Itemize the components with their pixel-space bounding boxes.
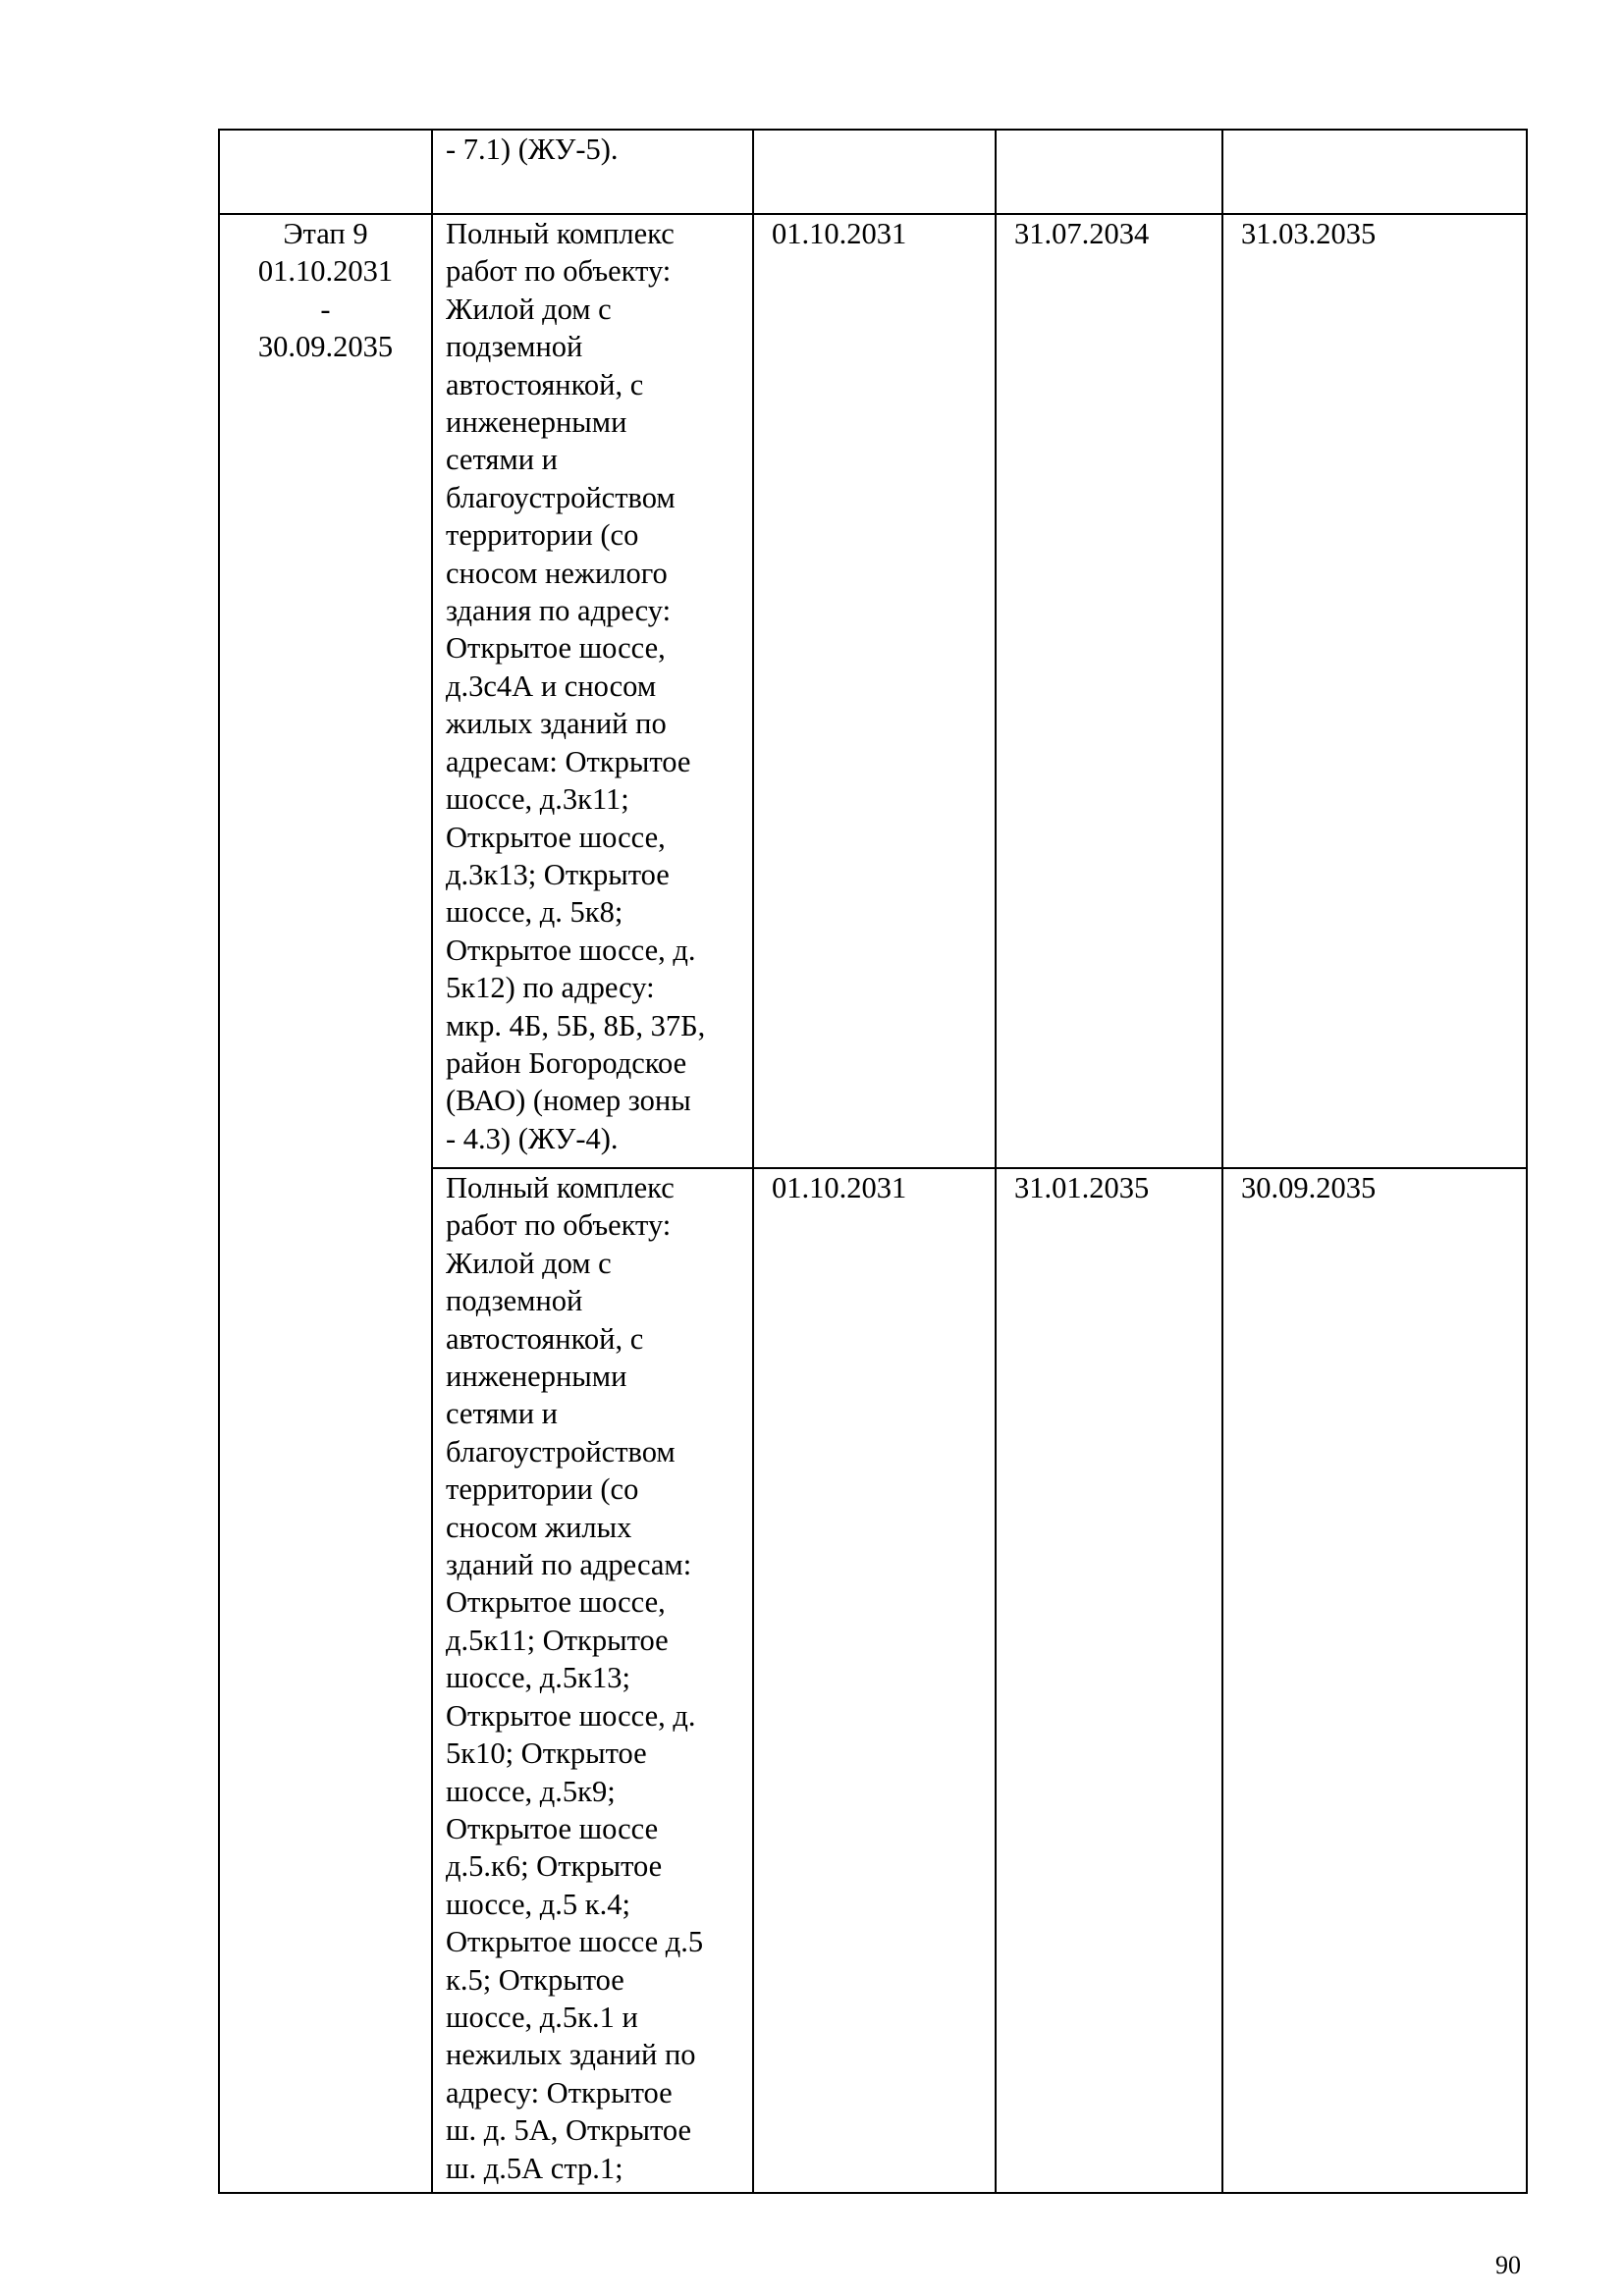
description-line: шоссе, д.5 к.4; — [446, 1887, 630, 1921]
description-line: Жилой дом с — [446, 1246, 612, 1280]
description-line: шоссе, д.5к.1 и — [446, 2000, 638, 2034]
description-line: - 7.1) (ЖУ-5). — [446, 133, 619, 166]
description-line: Открытое шоссе, — [446, 1585, 666, 1620]
description-line: жилых зданий по — [446, 707, 667, 741]
description-line: территории (со — [446, 1472, 639, 1507]
description-line: Открытое шоссе, д. — [446, 933, 696, 967]
description-line: работ по объекту: — [446, 254, 672, 289]
description-line: Жилой дом с — [446, 292, 612, 326]
mid-date-cell — [996, 130, 1222, 214]
description-line: автостоянкой, с — [446, 367, 644, 401]
end-date-cell: 30.09.2035 — [1222, 1168, 1527, 2193]
description-line: благоустройством — [446, 1434, 676, 1468]
description-line: мкр. 4Б, 5Б, 8Б, 37Б, — [446, 1008, 706, 1042]
description-line: работ по объекту: — [446, 1208, 672, 1243]
description-line: нежилых зданий по — [446, 2038, 696, 2072]
description-line: сетями и — [446, 1397, 558, 1431]
description-line: инженерными — [446, 1360, 627, 1394]
start-date-cell: 01.10.2031 — [753, 1168, 996, 2193]
description-line: д.5к11; Открытое — [446, 1623, 669, 1657]
stage-start-date: 01.10.2031 — [257, 254, 394, 289]
description-line: д.3с4А и сносом — [446, 668, 657, 703]
description-line: Полный комплекс — [446, 217, 675, 250]
stage-cell — [219, 214, 432, 2193]
description-line: Открытое шоссе д.5 — [446, 1925, 704, 1959]
description-line: благоустройством — [446, 480, 676, 514]
description-line: Открытое шоссе, д. — [446, 1698, 696, 1733]
page-number: 90 — [1495, 2251, 1521, 2279]
description-line: автостоянкой, с — [446, 1321, 644, 1356]
description-line: инженерными — [446, 405, 627, 440]
mid-date-cell: 31.07.2034 — [996, 214, 1222, 1168]
description-line: адресу: Открытое — [446, 2075, 673, 2109]
stage-cell — [219, 130, 432, 214]
description-line: Открытое шоссе — [446, 1811, 659, 1845]
description-line: сетями и — [446, 443, 558, 477]
schedule-table — [218, 129, 1528, 2194]
start-date-cell — [753, 130, 996, 214]
start-date-cell: 01.10.2031 — [753, 214, 996, 1168]
description-cell — [432, 1168, 753, 2193]
description-line: шоссе, д.3к11; — [446, 782, 629, 817]
description-line: шоссе, д.5к13; — [446, 1661, 630, 1695]
description-line: Открытое шоссе, — [446, 631, 666, 666]
description-cell — [432, 130, 753, 214]
description-line: ш. д.5А стр.1; — [446, 2151, 623, 2185]
mid-date-cell: 31.01.2035 — [996, 1168, 1222, 2193]
description-line: Открытое шоссе, — [446, 820, 666, 854]
description-cell — [432, 214, 753, 1168]
description-line: д.5.к6; Открытое — [446, 1849, 663, 1884]
description-line: шоссе, д. 5к8; — [446, 895, 623, 930]
description-line: сносом нежилого — [446, 556, 668, 590]
stage-end-date: 30.09.2035 — [257, 330, 394, 364]
stage-name: Этап 9 — [283, 217, 368, 250]
description-line: 5к10; Открытое — [446, 1736, 647, 1771]
description-line: подземной — [446, 330, 583, 364]
stage-date-separator: - — [320, 292, 331, 326]
description-line: адресам: Открытое — [446, 744, 691, 778]
end-date-cell: 31.03.2035 — [1222, 214, 1527, 1168]
table-row — [219, 130, 1527, 214]
description-line: 5к12) по адресу: — [446, 971, 655, 1005]
description-line: сносом жилых — [446, 1510, 632, 1544]
description-line: - 4.3) (ЖУ-4). — [446, 1121, 619, 1155]
description-line: к.5; Открытое — [446, 1962, 624, 1997]
description-line: ш. д. 5А, Открытое — [446, 2113, 692, 2148]
table-row — [219, 214, 1527, 1168]
description-line: зданий по адресам: — [446, 1548, 692, 1582]
description-line: Полный комплекс — [446, 1171, 675, 1204]
description-line: шоссе, д.5к9; — [446, 1774, 616, 1808]
description-line: (ВАО) (номер зоны — [446, 1084, 691, 1118]
description-line: территории (со — [446, 518, 639, 553]
description-line: подземной — [446, 1284, 583, 1318]
description-line: здания по адресу: — [446, 594, 672, 628]
description-line: д.3к13; Открытое — [446, 857, 670, 891]
description-line: район Богородское — [446, 1045, 687, 1080]
end-date-cell — [1222, 130, 1527, 214]
